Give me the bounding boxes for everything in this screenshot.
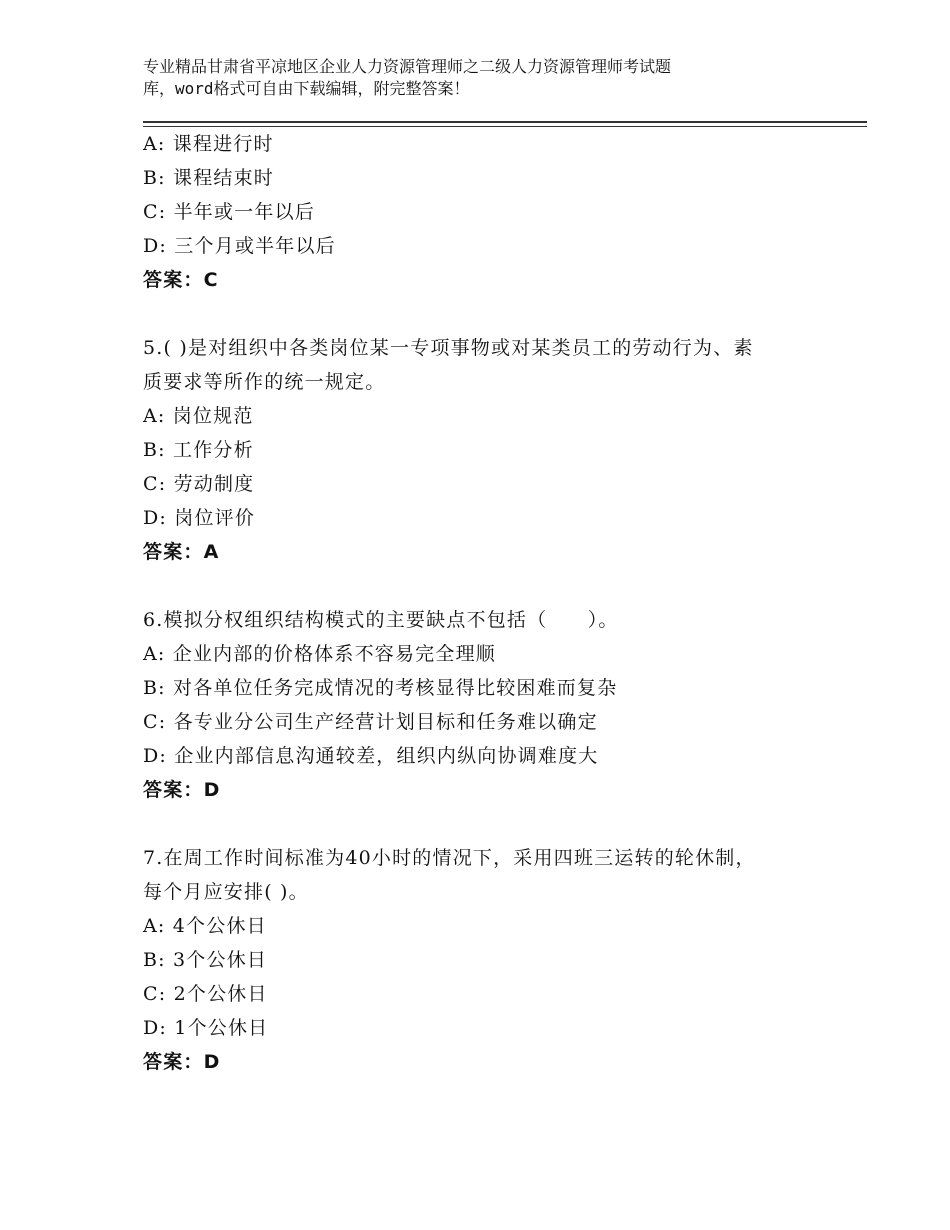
question-text-line-2: 质要求等所作的统一规定。 <box>143 371 386 393</box>
option-a: A: 企业内部的价格体系不容易完全理顺 <box>143 643 496 665</box>
answer: 答案：C <box>143 269 219 291</box>
spacer <box>143 569 863 603</box>
spacer <box>143 807 863 841</box>
answer: 答案：A <box>143 541 220 563</box>
option-d: D: 1个公休日 <box>143 1017 269 1039</box>
option-c: C: 2个公休日 <box>143 983 268 1005</box>
document-header <box>143 56 843 100</box>
option-b: B: 课程结束时 <box>143 167 275 189</box>
spacer <box>143 297 863 331</box>
option-c: C: 半年或一年以后 <box>143 201 315 223</box>
question-text-line-1: 7.在周工作时间标准为40小时的情况下，采用四班三运转的轮休制， <box>143 847 756 869</box>
question-text-line-1: 5.( )是对组织中各类岗位某一专项事物或对某类员工的劳动行为、素 <box>143 337 754 359</box>
option-c: C: 各专业分公司生产经营计划目标和任务难以确定 <box>143 711 598 733</box>
option-a: A: 岗位规范 <box>143 405 254 427</box>
question-list <box>143 127 863 1079</box>
question-text-line-2: 每个月应安排( )。 <box>143 881 309 903</box>
question-text-line-1: 6.模拟分权组织结构模式的主要缺点不包括（ ）。 <box>143 609 619 631</box>
option-d: D: 企业内部信息沟通较差，组织内纵向协调难度大 <box>143 745 599 767</box>
question-4 <box>143 127 863 297</box>
header-divider-thick <box>143 121 867 123</box>
option-a: A: 4个公休日 <box>143 915 267 937</box>
option-b: B: 对各单位任务完成情况的考核显得比较困难而复杂 <box>143 677 618 699</box>
answer: 答案：D <box>143 1051 221 1073</box>
option-d: D: 岗位评价 <box>143 507 256 529</box>
option-d: D: 三个月或半年以后 <box>143 235 336 257</box>
question-5 <box>143 331 863 569</box>
question-7 <box>143 841 863 1079</box>
option-b: B: 3个公休日 <box>143 949 268 971</box>
option-b: B: 工作分析 <box>143 439 254 461</box>
question-6 <box>143 603 863 807</box>
option-c: C: 劳动制度 <box>143 473 255 495</box>
answer: 答案：D <box>143 779 221 801</box>
header-line-2: 库，word格式可自由下载编辑，附完整答案！ <box>143 79 470 98</box>
option-a: A: 课程进行时 <box>143 133 274 155</box>
header-line-1: 专业精品甘肃省平凉地区企业人力资源管理师之二级人力资源管理师考试题 <box>143 57 672 76</box>
